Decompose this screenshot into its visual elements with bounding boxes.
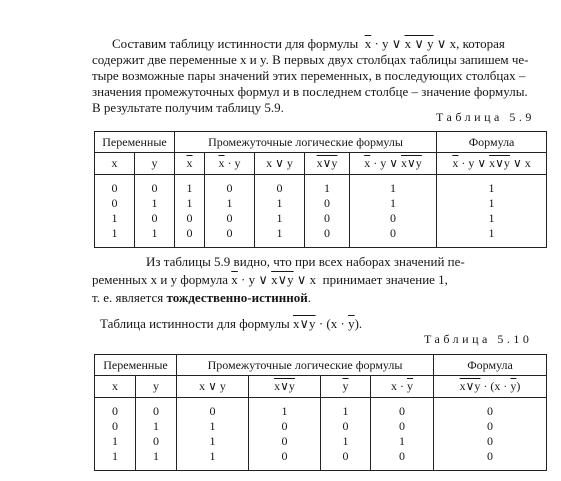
table-cell: 0: [305, 196, 350, 211]
table-cell: 0: [371, 419, 434, 434]
table-row: [95, 226, 547, 248]
table-cell: 0: [135, 211, 175, 226]
table1-col-not-x: $\overline{x}$: [175, 153, 205, 175]
table-cell: 0: [321, 449, 371, 471]
table-cell: 0: [175, 211, 205, 226]
table-row: [95, 434, 547, 449]
table1-col-formula: $\overline{x} \cdot y$ ∨ x∨y ∨ x: [437, 153, 547, 175]
table2-col-not-x-or-y: x∨y: [249, 376, 321, 398]
table-cell: 0: [321, 419, 371, 434]
table-cell: 0: [350, 226, 437, 248]
formula-inline: x∨y · $(x \cdot \overline{y})$: [293, 316, 359, 331]
table-cell: 0: [255, 175, 305, 197]
table-cell: 1: [305, 175, 350, 197]
table1-caption: Таблица 5.9: [436, 110, 535, 124]
table-cell: 1: [371, 434, 434, 449]
table-cell: 1: [350, 196, 437, 211]
table-row: [95, 449, 547, 471]
table-cell: 1: [177, 449, 249, 471]
table-cell: 0: [371, 449, 434, 471]
table1-header-variables: Переменные: [95, 132, 175, 153]
table2-col-formula: x∨y · $(x \cdot \overline{y})$: [434, 376, 547, 398]
table-cell: 0: [249, 434, 321, 449]
table-cell: 0: [175, 226, 205, 248]
table-cell: 0: [136, 398, 177, 420]
table-cell: 1: [177, 419, 249, 434]
table2-column-header: [95, 376, 547, 398]
middle-line-4-text: Таблица истинности для формулы: [100, 316, 290, 331]
table2-col-y: y: [136, 376, 177, 398]
table2-caption: Таблица 5.10: [424, 332, 533, 346]
table1-group-header: [95, 132, 547, 153]
formula-inline: $\overline{x} \cdot y$ ∨ x ∨ y ∨ x: [364, 36, 457, 51]
table1-col-y: y: [135, 153, 175, 175]
table1-header-formula: Формула: [437, 132, 547, 153]
table-cell: 1: [350, 175, 437, 197]
middle-line-4: [100, 316, 362, 332]
table-cell: 1: [95, 434, 136, 449]
table-cell: 1: [175, 196, 205, 211]
table-cell: 0: [95, 196, 135, 211]
table-cell: 0: [205, 211, 255, 226]
bold-term: тождественно-истинной: [166, 290, 308, 305]
table2-col-x-or-y: x ∨ y: [177, 376, 249, 398]
table-cell: 1: [136, 419, 177, 434]
table-cell: 1: [175, 175, 205, 197]
table2-col-x: x: [95, 376, 136, 398]
table1-col-x-or-y: x ∨ y: [255, 153, 305, 175]
table-cell: 1: [437, 226, 547, 248]
table-cell: 1: [136, 449, 177, 471]
table-cell: 0: [371, 398, 434, 420]
table1-col-not-x-and-y: $\overline{x} \cdot y$: [205, 153, 255, 175]
table1-header-intermediate: Промежуточные логические формулы: [175, 132, 437, 153]
table-cell: 0: [305, 211, 350, 226]
table2-col-not-y: $\overline{y}$: [321, 376, 371, 398]
table-cell: 0: [249, 419, 321, 434]
middle-line-3-dot: .: [307, 290, 311, 305]
table-cell: 0: [434, 449, 547, 471]
intro-line-1-text: Составим таблицу истинности для формулы: [112, 36, 359, 51]
table-cell: 1: [321, 398, 371, 420]
formula-inline: $\overline{x} \cdot y$ ∨ x∨y ∨ x: [231, 272, 317, 287]
table-row: [95, 419, 547, 434]
table-cell: 0: [350, 211, 437, 226]
table-cell: 0: [135, 175, 175, 197]
table-cell: 0: [95, 175, 135, 197]
table1-col-combined: $\overline{x} \cdot y$ ∨ x∨y: [350, 153, 437, 175]
table-cell: 1: [135, 226, 175, 248]
table-row: [95, 211, 547, 226]
table-cell: 0: [136, 434, 177, 449]
table-cell: 1: [255, 226, 305, 248]
table-cell: 1: [95, 449, 136, 471]
intro-line-3: тыре возможные пары значений этих переменных, в последующих столбцах –: [92, 68, 526, 83]
table-cell: 1: [321, 434, 371, 449]
table-cell: 1: [95, 226, 135, 248]
table-cell: 0: [95, 419, 136, 434]
table-cell: 0: [434, 398, 547, 420]
table-cell: 1: [437, 196, 547, 211]
intro-line-1-tail: , которая: [456, 36, 505, 51]
table-cell: 0: [95, 398, 136, 420]
table2-col-x-and-not-y: $x \cdot \overline{y}$: [371, 376, 434, 398]
table-row: [95, 196, 547, 211]
table-cell: 1: [255, 211, 305, 226]
table2-header-formula: Формула: [434, 355, 547, 376]
table1-col-x: x: [95, 153, 135, 175]
middle-line-2-tail: принимает значение 1,: [322, 272, 448, 287]
table2-header-variables: Переменные: [95, 355, 177, 376]
middle-line-4-dot: .: [358, 316, 363, 331]
table-cell: 1: [205, 196, 255, 211]
table-cell: 1: [437, 211, 547, 226]
table-cell: 1: [249, 398, 321, 420]
table-cell: 1: [95, 211, 135, 226]
table-cell: 0: [205, 226, 255, 248]
intro-line-1: [112, 36, 505, 52]
middle-line-3: [92, 290, 311, 306]
table-row: [95, 175, 547, 197]
truth-table-5-9: [94, 131, 547, 248]
intro-line-2: содержит две переменные x и y. В первых двух столбцах таблицы запишем че-: [92, 52, 529, 67]
table-cell: 0: [434, 434, 547, 449]
middle-line-1: Из таблицы 5.9 видно, что при всех наборах значений пе-: [146, 254, 465, 269]
table-cell: 0: [434, 419, 547, 434]
table-cell: 0: [305, 226, 350, 248]
middle-line-2: [92, 272, 448, 288]
intro-line-5: В результате получим таблицу 5.9.: [92, 100, 284, 115]
table-row: [95, 398, 547, 420]
table-cell: 1: [255, 196, 305, 211]
intro-line-4: значения промежуточных формул и в последнем столбце – значение формулы.: [92, 84, 528, 99]
table-cell: 1: [177, 434, 249, 449]
table-cell: 1: [135, 196, 175, 211]
table-cell: 1: [437, 175, 547, 197]
table-cell: 0: [177, 398, 249, 420]
table1-column-header: [95, 153, 547, 175]
truth-table-5-10: [94, 354, 547, 471]
table-cell: 0: [249, 449, 321, 471]
table-cell: 0: [205, 175, 255, 197]
table1-col-not-x-or-y: x∨y: [305, 153, 350, 175]
middle-line-2-text: ременных x и y формула: [92, 272, 229, 287]
middle-line-3-text: т. е. является: [92, 290, 164, 305]
table2-header-intermediate: Промежуточные логические формулы: [177, 355, 434, 376]
table2-group-header: [95, 355, 547, 376]
